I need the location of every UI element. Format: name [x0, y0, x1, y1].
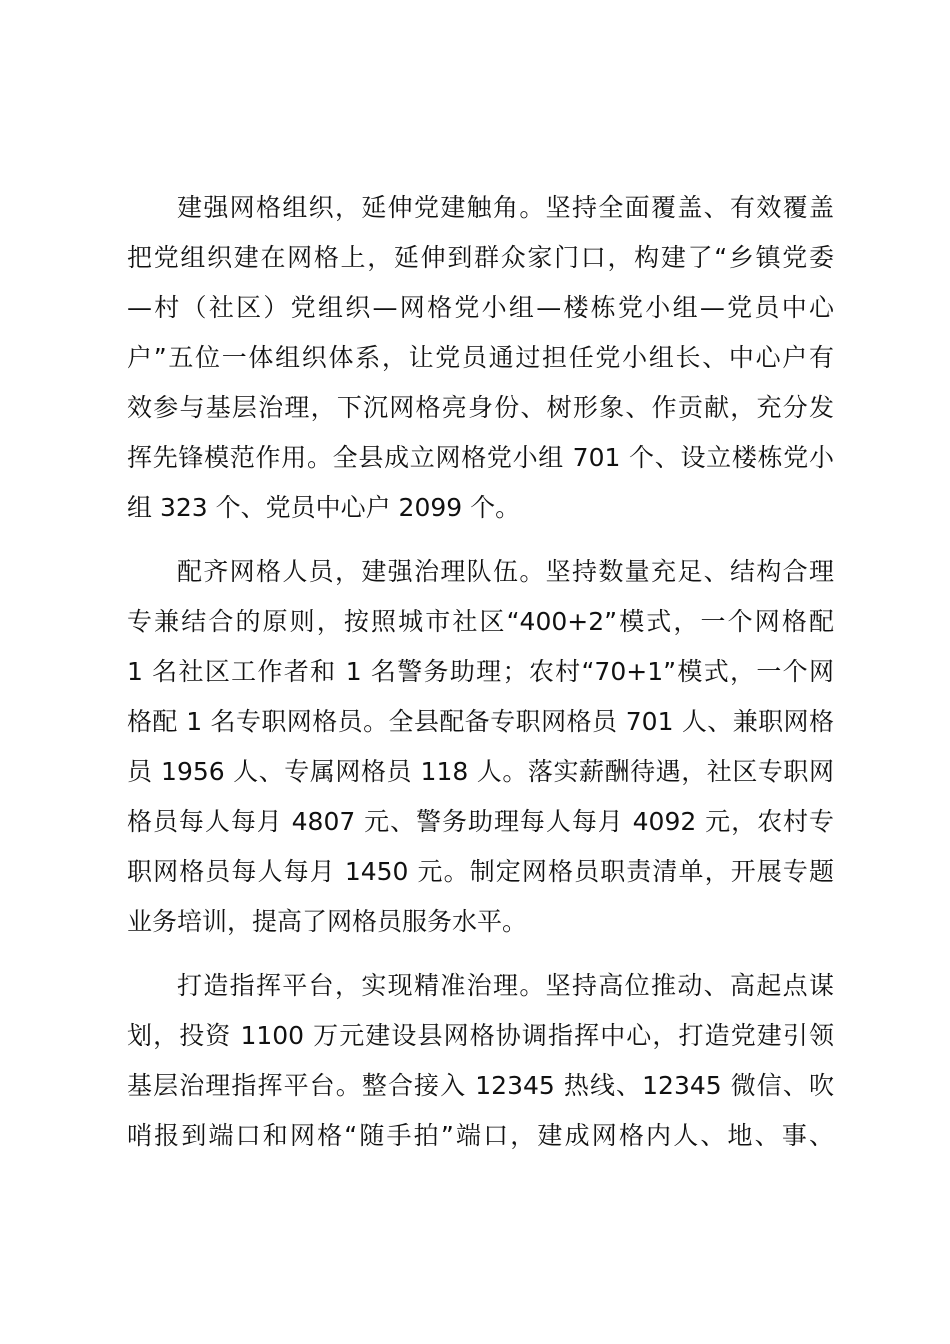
paragraph-spacer	[127, 533, 834, 547]
text-line: 划，投资 1100 万元建设县网格协调指挥中心，打造党建引领	[127, 1021, 834, 1050]
paragraph-grid-organization	[127, 183, 834, 533]
text-line: 专兼结合的原则，按照城市社区“400+2”模式，一个网格配	[127, 607, 834, 636]
text-line: 职网格员每人每月 1450 元。制定网格员职责清单，开展专题	[127, 857, 834, 886]
text-line: 基层治理指挥平台。整合接入 12345 热线、12345 微信、吹	[127, 1071, 834, 1100]
text-line: 效参与基层治理，下沉网格亮身份、树形象、作贡献，充分发	[127, 393, 834, 422]
text-line: 挥先锋模范作用。全县成立网格党小组 701 个、设立楼栋党小	[127, 443, 834, 472]
text-line: 户”五位一体组织体系，让党员通过担任党小组长、中心户有	[127, 343, 834, 372]
text-line: 配齐网格人员，建强治理队伍。坚持数量充足、结构合理	[177, 557, 834, 586]
paragraph-command-platform	[127, 961, 834, 1161]
text-line: 员 1956 人、专属网格员 118 人。落实薪酬待遇，社区专职网	[127, 757, 834, 786]
text-line: 把党组织建在网格上，延伸到群众家门口，构建了“乡镇党委	[127, 243, 834, 272]
paragraph-grid-staffing	[127, 547, 834, 947]
text-line: 哨报到端口和网格“随手拍”端口，建成网格内人、地、事、	[127, 1121, 834, 1150]
text-line: 组 323 个、党员中心户 2099 个。	[127, 493, 521, 522]
text-line: 格配 1 名专职网格员。全县配备专职网格员 701 人、兼职网格	[127, 707, 834, 736]
text-line: 格员每人每月 4807 元、警务助理每人每月 4092 元，农村专	[127, 807, 834, 836]
text-line: 建强网格组织，延伸党建触角。坚持全面覆盖、有效覆盖	[177, 193, 834, 222]
text-line: 打造指挥平台，实现精准治理。坚持高位推动、高起点谋	[177, 971, 834, 1000]
text-line: —村（社区）党组织—网格党小组—楼栋党小组—党员中心	[127, 293, 834, 322]
text-line: 业务培训，提高了网格员服务水平。	[127, 907, 528, 936]
paragraph-spacer	[127, 947, 834, 961]
text-line: 1 名社区工作者和 1 名警务助理；农村“70+1”模式，一个网	[127, 657, 834, 686]
document-body	[127, 183, 834, 1161]
